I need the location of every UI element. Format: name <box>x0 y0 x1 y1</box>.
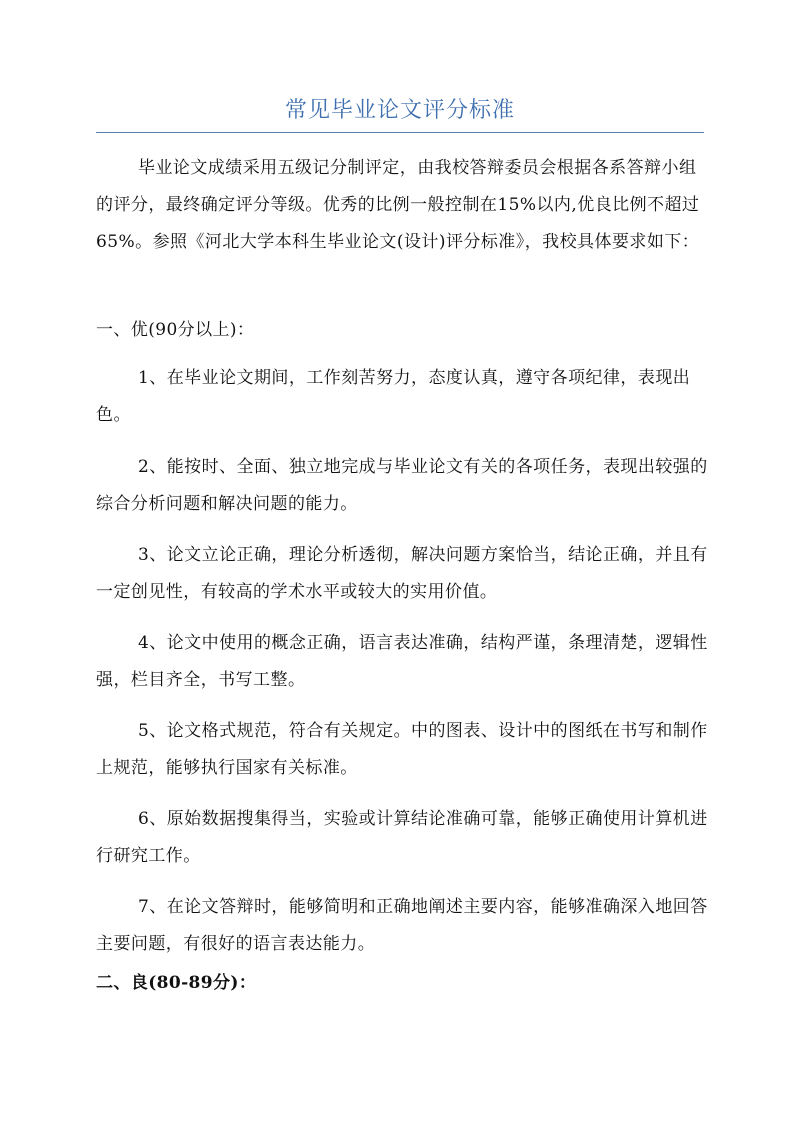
intro-paragraph: 毕业论文成绩采用五级记分制评定，由我校答辩委员会根据各系答辩小组的评分，最终确定评分等级。优秀的比例一般控制在15%以内,优良比例不超过65%。参照《河北大学本科生毕业论文(设计)评分标准》，我校具体要求如下： <box>96 158 700 252</box>
criterion-item-4: 4、论文中使用的概念正确，语言表达准确，结构严谨，条理清楚，逻辑性强，栏目齐全，书写工整。 <box>96 633 708 690</box>
section-heading-good: 二、良(80-89分)： <box>96 973 257 993</box>
title-underline <box>96 132 704 133</box>
criterion-item-7: 7、在论文答辩时，能够简明和正确地阐述主要内容，能够准确深入地回答主要问题，有很好的语言表达能力。 <box>96 897 708 954</box>
criterion-item-5: 5、论文格式规范，符合有关规定。中的图表、设计中的图纸在书写和制作上规范，能够执行国家有关标准。 <box>96 721 708 778</box>
criterion-item-2: 2、能按时、全面、独立地完成与毕业论文有关的各项任务，表现出较强的综合分析问题和解决问题的能力。 <box>96 457 708 514</box>
criterion-item-3: 3、论文立论正确，理论分析透彻，解决问题方案恰当，结论正确，并且有一定创见性，有较高的学术水平或较大的实用价值。 <box>96 545 708 602</box>
section-heading-excellent: 一、优(90分以上)： <box>96 320 255 340</box>
document-title: 常见毕业论文评分标准 <box>284 98 515 123</box>
criterion-item-6: 6、原始数据搜集得当，实验或计算结论准确可靠，能够正确使用计算机进行研究工作。 <box>96 809 708 866</box>
criterion-item-1: 1、在毕业论文期间，工作刻苦努力，态度认真，遵守各项纪律，表现出色。 <box>96 368 691 425</box>
